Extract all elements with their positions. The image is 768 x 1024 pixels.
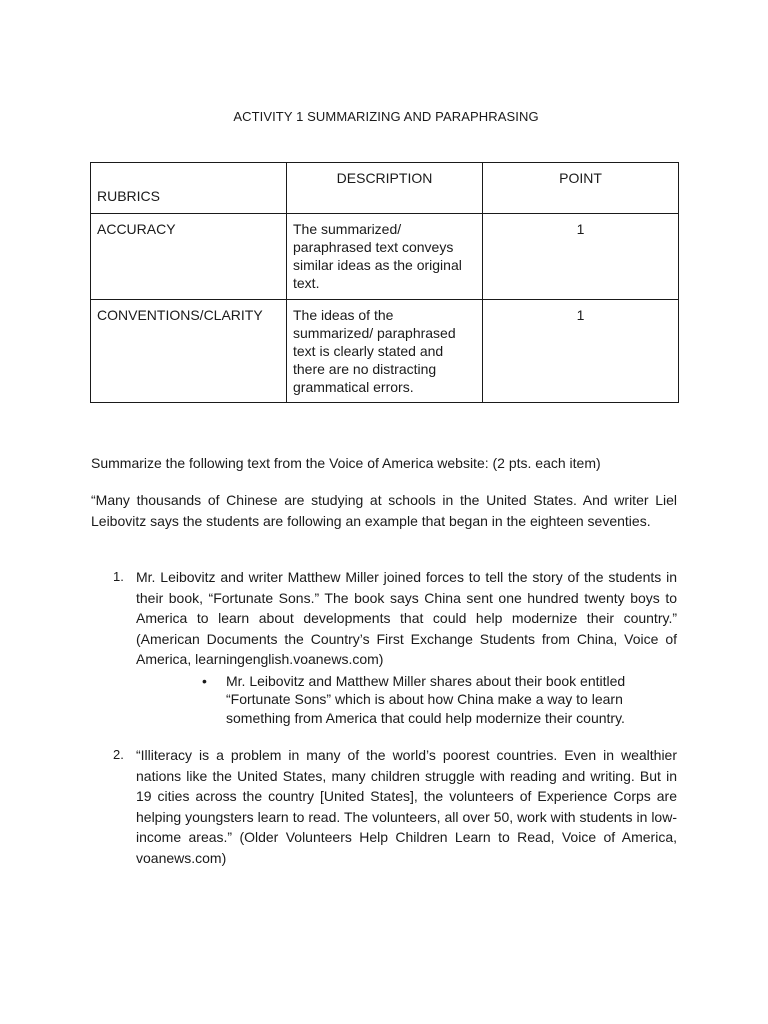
item-text: Mr. Leibovitz and writer Matthew Miller joined forces to tell the story of the students in their book, “Fortunate Sons.” The book says China sent one hundred twenty boys to America to learn about developments that could help modernize their country.” (American Documents the Country’s First Exchange Students from China, Voice of America, learningenglish.voanews.com): [136, 569, 677, 667]
description-cell: The summarized/ paraphrased text conveys similar ideas as the original text.: [287, 214, 483, 300]
table-row: [91, 300, 679, 403]
rubric-header-row: [91, 163, 679, 214]
activity-title: ACTIVITY 1 SUMMARIZING AND PARAPHRASING: [233, 109, 539, 124]
criterion-cell: ACCURACY: [91, 214, 287, 300]
answer-list: [136, 672, 677, 728]
point-cell: 1: [483, 214, 679, 300]
item-number: 1.: [113, 569, 124, 584]
description-header: DESCRIPTION: [287, 163, 483, 214]
rubric-table: [90, 162, 679, 403]
point-header: POINT: [483, 163, 679, 214]
item-list: [91, 567, 677, 868]
answer-item: [136, 672, 677, 728]
rubrics-header: RUBRICS: [91, 163, 287, 214]
list-item: [91, 745, 677, 868]
table-row: [91, 214, 679, 300]
answer-text: Mr. Leibovitz and Matthew Miller shares about their book entitled “Fortunate Sons” which is about how China make a way to learn something from America that could help modernize their country.: [226, 672, 626, 726]
item-text: “Illiteracy is a problem in many of the world’s poorest countries. Even in wealthier nations like the United States, many children struggle with reading and writing. But in 19 cities across the country [United States], the volunteers of Experience Corps are helping youngsters learn to read. The volunteers, all over 50, work with students in low-income areas.” (Older Volunteers Help Children Learn to Read, Voice of America, voanews.com): [136, 747, 677, 866]
bullet-icon: •: [202, 672, 207, 689]
instructions-text: Summarize the following text from the Voice of America website: (2 pts. each item): [91, 455, 601, 471]
item-number: 2.: [113, 747, 124, 762]
criterion-cell: CONVENTIONS/CLARITY: [91, 300, 287, 403]
point-cell: 1: [483, 300, 679, 403]
list-item: [91, 567, 677, 727]
intro-quote: “Many thousands of Chinese are studying at schools in the United States. And writer Liel Leibovitz says the students are following an example that began in the eighteen seventies.: [91, 492, 677, 529]
description-cell: The ideas of the summarized/ paraphrased text is clearly stated and there are no distracting grammatical errors.: [287, 300, 483, 403]
